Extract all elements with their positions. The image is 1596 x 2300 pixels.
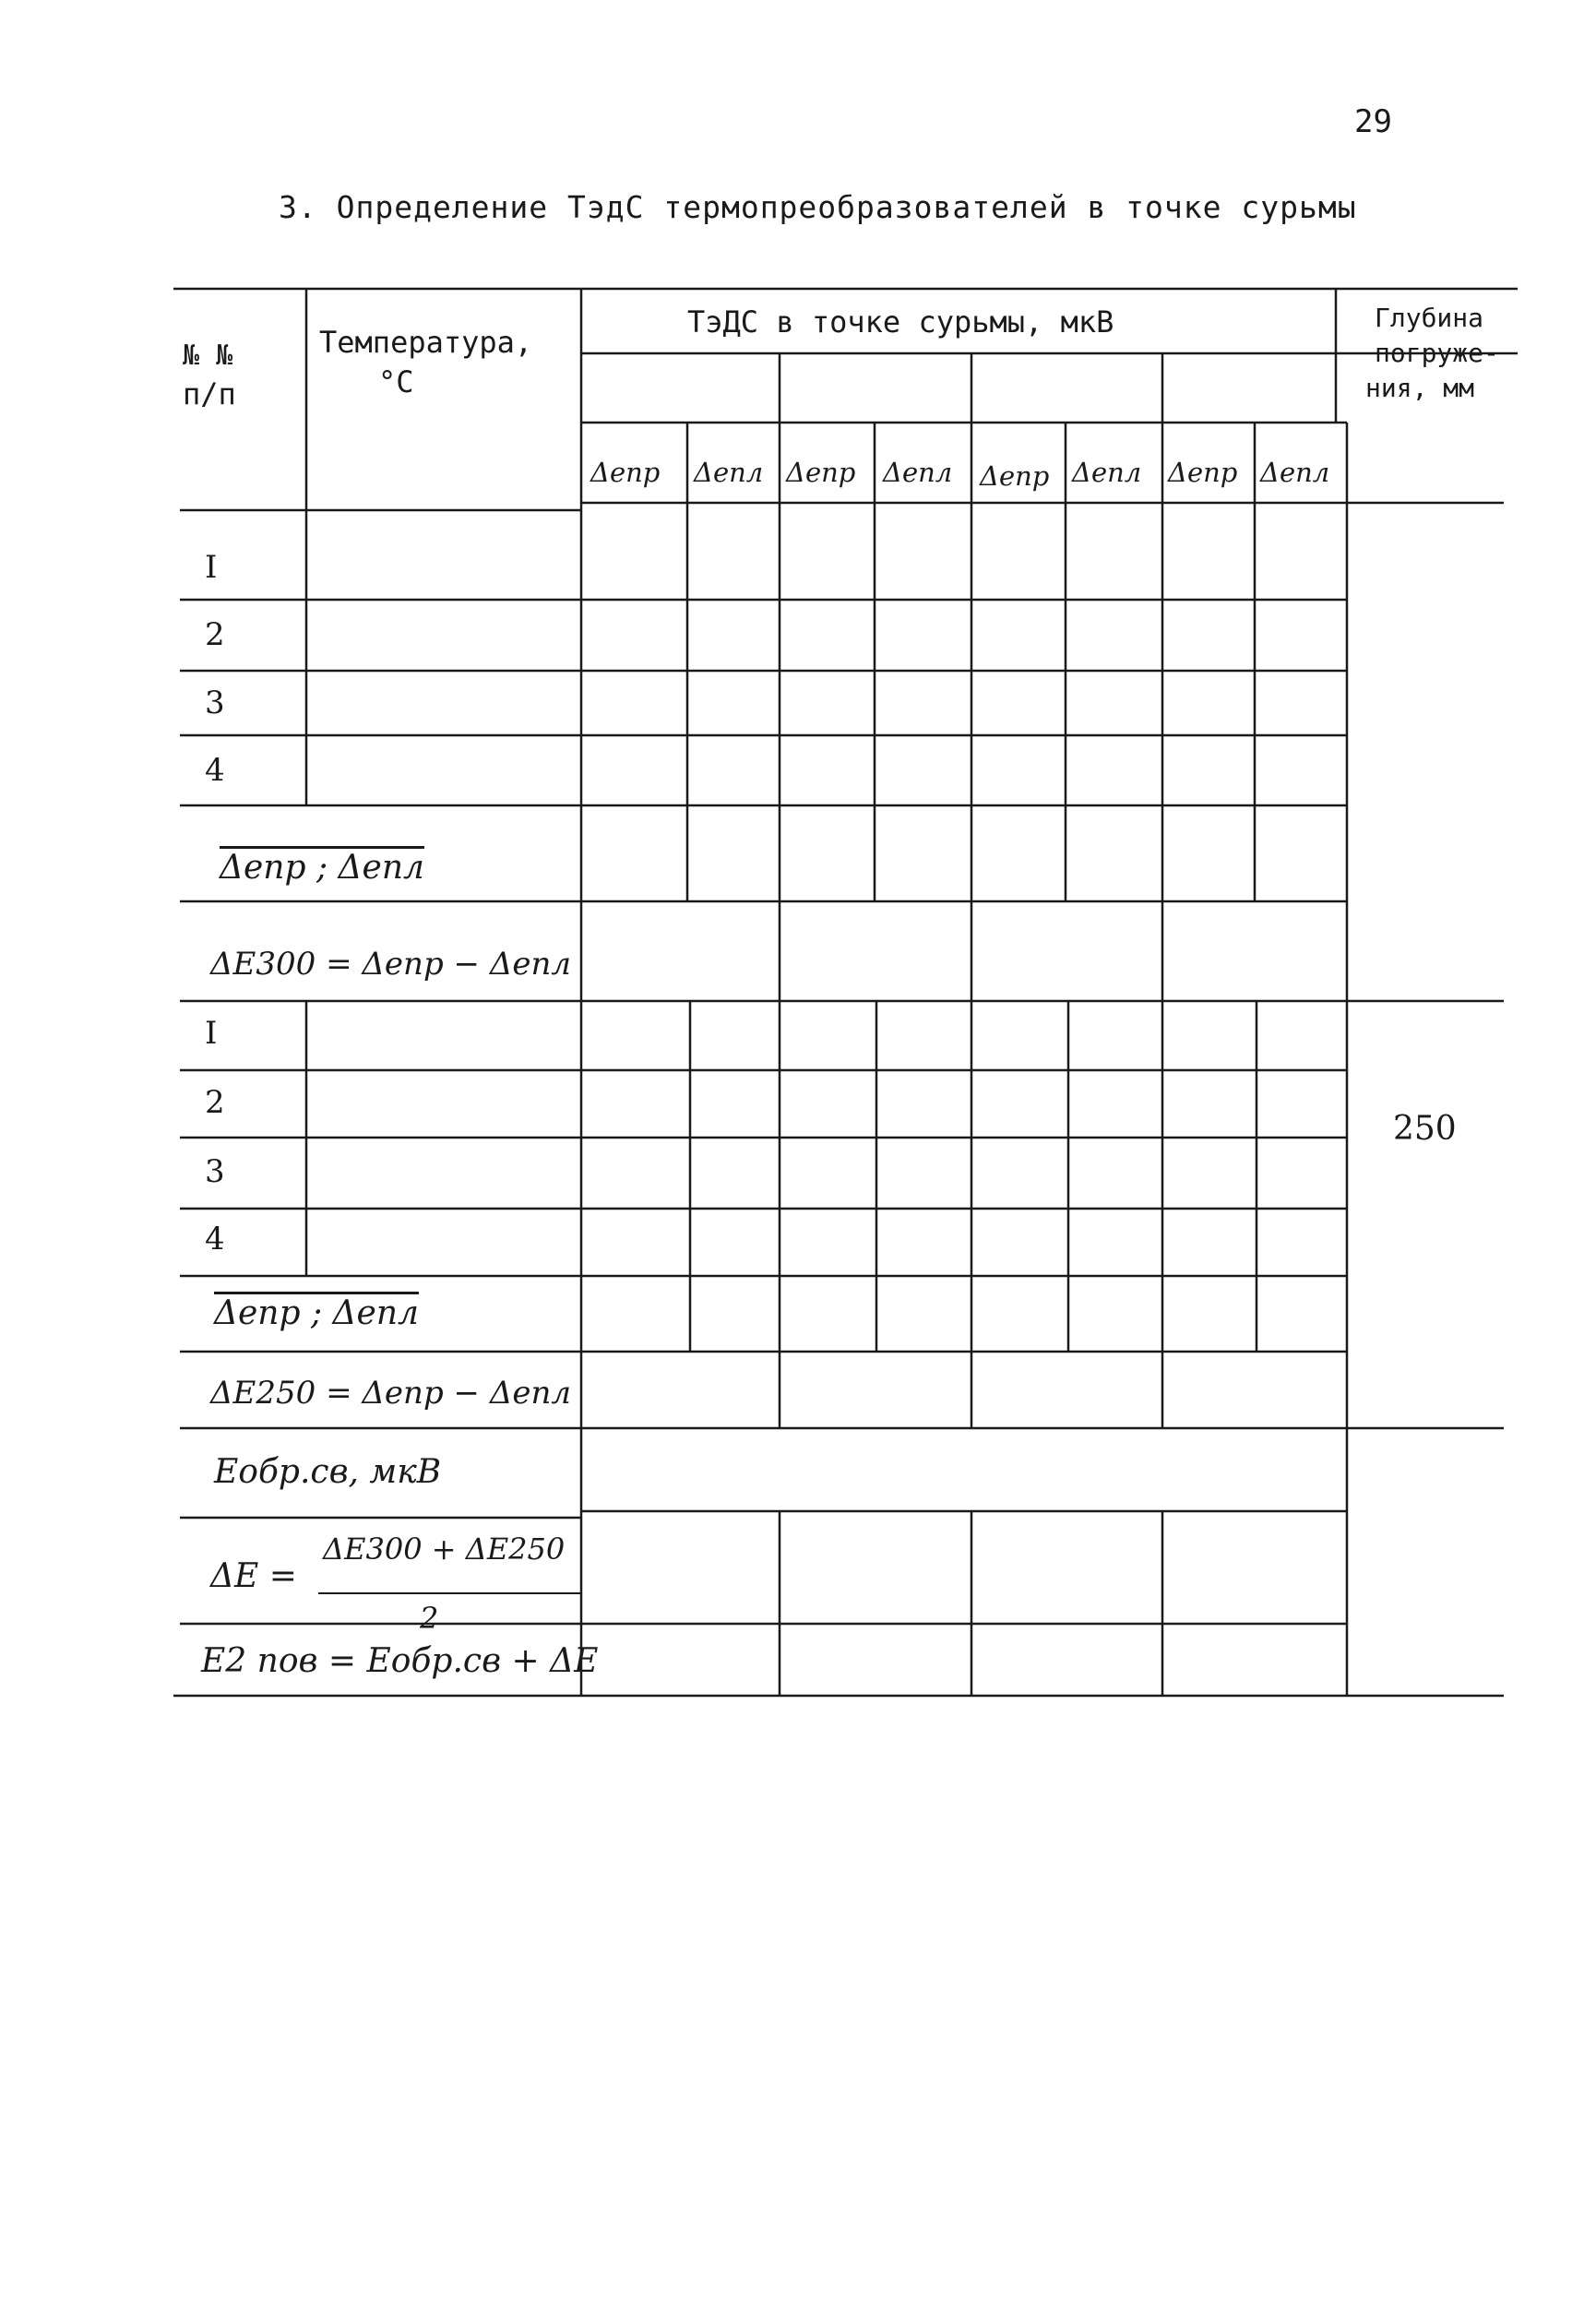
immersion-depth-value: 250 [1393, 1110, 1457, 1148]
delta-e-mean-numerator: ΔE300 + ΔE250 [323, 1531, 566, 1567]
subheader-delta-e-pr-4: Δeпр [1168, 457, 1238, 488]
delta-e250-formula: ΔE250 = Δeпр − Δeпл [210, 1375, 572, 1412]
subheader-delta-e-pl-1: Δeпл [694, 457, 764, 488]
subheader-delta-e-pr-1: Δeпр [590, 457, 661, 488]
column-header-tedc: ТэДС в точке сурьмы, мкВ [687, 304, 1114, 340]
column-header-depth-line1: Глубина [1375, 303, 1484, 333]
page-number: 29 [1354, 103, 1392, 140]
row-number: I [205, 549, 218, 586]
row-number: 2 [205, 616, 225, 653]
column-header-depth-line2: погруже- [1375, 338, 1499, 368]
row-number: 4 [205, 752, 225, 789]
delta-e300-formula: ΔE300 = Δeпр − Δeпл [210, 946, 572, 983]
row-number: 4 [205, 1221, 225, 1257]
row-number: 3 [205, 685, 225, 721]
delta-e-mean-label: ΔE = [210, 1557, 297, 1595]
subheader-delta-e-pl-4: Δeпл [1260, 457, 1330, 488]
row-number: 3 [205, 1153, 225, 1190]
row-number: 2 [205, 1084, 225, 1121]
column-header-depth-line3: ния, мм [1365, 373, 1475, 403]
section-heading: 3. Определение ТэдС термопреобразователей в точке сурьмы [279, 189, 1357, 225]
e-pov-formula: E2 пов = Eобр.св + ΔE [201, 1642, 599, 1680]
delta-e-mean-denominator: 2 [420, 1601, 439, 1636]
subheader-delta-e-pl-2: Δeпл [883, 457, 953, 488]
column-header-temperature-line2: °С [378, 364, 414, 399]
subheader-delta-e-pr-3: Δeпр [980, 460, 1050, 492]
row-number: I [205, 1015, 218, 1052]
column-header-temperature-line1: Температура, [319, 325, 533, 360]
column-header-number-line2: п/п [183, 376, 236, 411]
subheader-delta-e-pr-2: Δeпр [786, 457, 856, 488]
mean-label-group1: Δeпр ; Δeпл [220, 849, 424, 887]
subheader-delta-e-pl-3: Δeпл [1072, 457, 1142, 488]
mean-label-group2: Δeпр ; Δeпл [214, 1294, 419, 1332]
column-header-number-line1: № № [183, 340, 233, 372]
e-obr-label: Eобр.св, мкВ [214, 1453, 442, 1491]
